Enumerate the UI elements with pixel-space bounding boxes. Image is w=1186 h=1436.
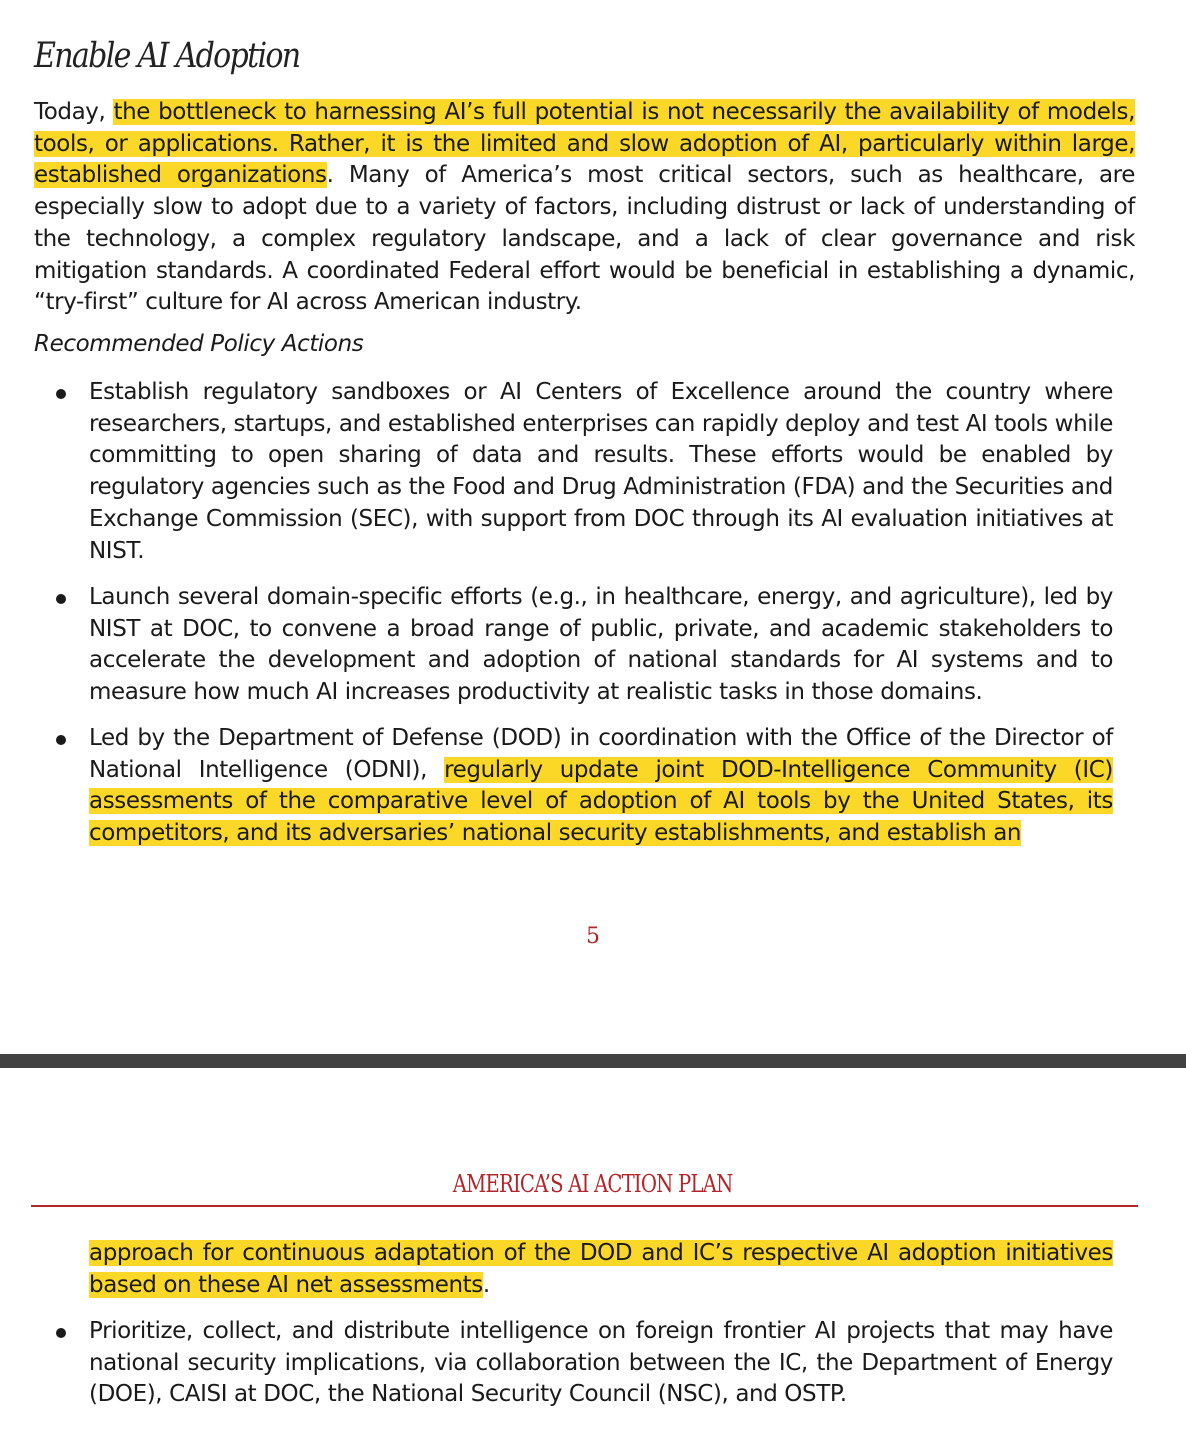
intro-paragraph [34, 97, 1135, 319]
intro-lead: Today, [34, 99, 114, 125]
list-item-text: Launch several domain-specific efforts (e.g., in healthcare, energy, and agriculture), led by NIST at DOC, to convene a broad range of public, private, and academic stakeholders to accelerate the development and adoption of national standards for AI systems and to measure how much AI increases productivity at realistic tasks in those domains. [89, 584, 1113, 706]
running-header-text: AMERICA’S AI ACTION PLAN [453, 1170, 733, 1198]
page-number: 5 [586, 924, 600, 949]
page-divider [0, 1054, 1186, 1068]
list-item-lead: Led by the Department of Defense (DOD) in coordination with the Office of the Director of National Intelligence (ODNI), [89, 725, 1113, 783]
running-header [0, 1170, 1186, 1198]
bullet-icon [56, 735, 66, 745]
bullet-icon [56, 1328, 66, 1338]
header-rule [31, 1205, 1138, 1207]
intro-highlight: the bottleneck to harnessing AI’s full potential is not necessarily the availability of models, tools, or applications. Rather, it is the limited and slow adoption of AI, particularly within large, established organizations [34, 99, 1136, 189]
section-title: Enable AI Adoption [34, 36, 300, 76]
continued-rest: . [482, 1271, 490, 1298]
list-item [56, 582, 1113, 709]
list-item-text [89, 723, 1113, 850]
list-item-highlight: regularly update joint DOD-Intelligence Community (IC) assessments of the comparative level of adoption of AI tools by the United States, its competitors, and its adversaries’ national security establishments, and establish an [89, 756, 1113, 847]
recommended-policy-actions-heading: Recommended Policy Actions [34, 331, 364, 357]
list-item [56, 377, 1113, 567]
list-item-text: Prioritize, collect, and distribute intelligence on foreign frontier AI projects that may have national security implications, via collaboration between the IC, the Department of Energy (DOE), CAISI at DOC, the National Security Council (NSC), and OSTP. [89, 1318, 1113, 1408]
continued-highlight: approach for continuous adaptation of the DOD and IC’s respective AI adoption initiatives based on these AI net assessments [89, 1240, 1113, 1298]
list-item-text: Establish regulatory sandboxes or AI Centers of Excellence around the country where researchers, startups, and established enterprises can rapidly deploy and test AI tools while committing to open sharing of data and results. These efforts would be enabled by regulatory agencies such as the Food and Drug Administration (FDA) and the Securities and Exchange Commission (SEC), with support from DOC through its AI evaluation initiatives at NIST. [89, 379, 1113, 564]
intro-rest: . Many of America’s most critical sectors, such as healthcare, are especially slow to adopt due to a variety of factors, including distrust or lack of understanding of the technology, a complex regulatory landscape, and a lack of clear governance and risk mitigation standards. A coordinated Federal effort would be beneficial in establishing a dynamic, “try-first” culture for AI across American industry. [34, 162, 1135, 316]
list-item [56, 723, 1113, 850]
bullet-icon [56, 594, 66, 604]
list-item [56, 1316, 1113, 1411]
continued-list-item-text [89, 1238, 1113, 1301]
bullet-icon [56, 389, 66, 399]
